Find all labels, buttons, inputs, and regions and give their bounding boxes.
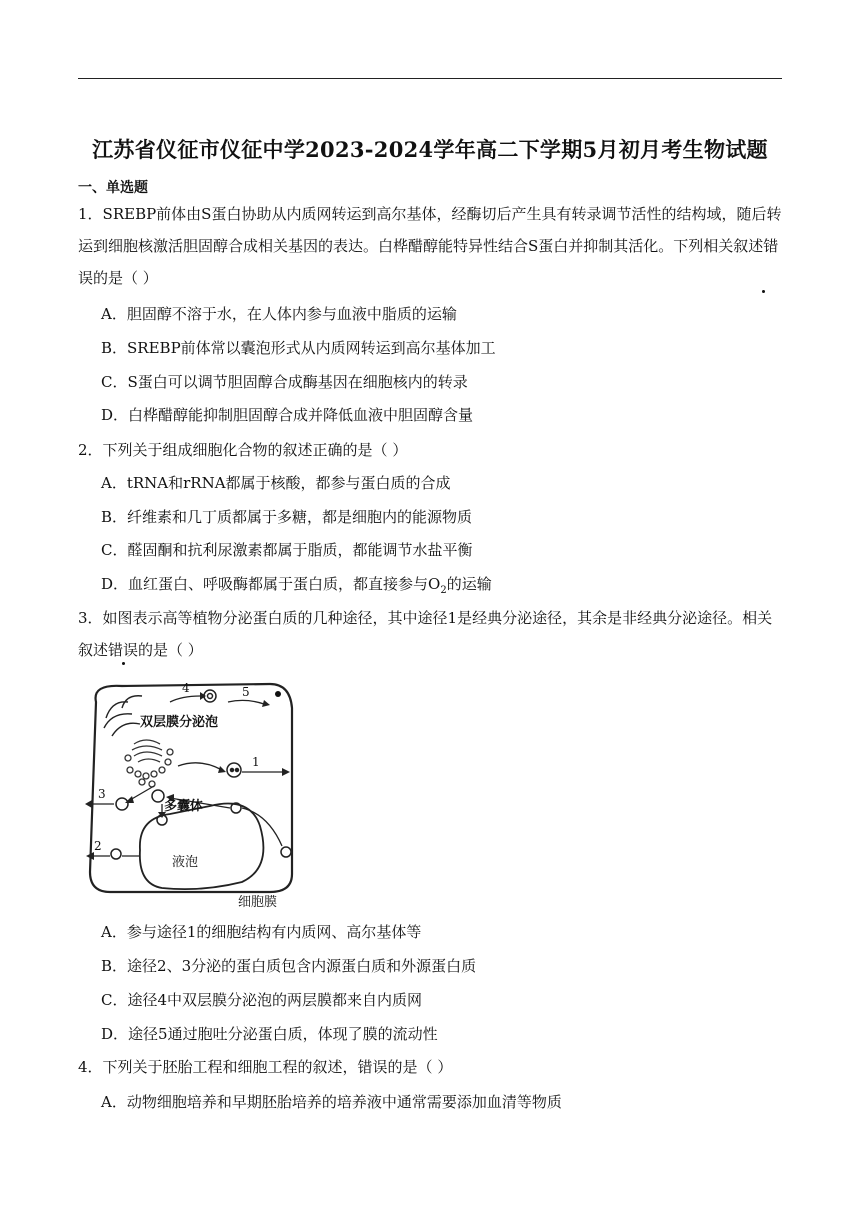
emphasis-mark: 错误: [108, 641, 139, 659]
question-3-option-b: B．途径2、3分泌的蛋白质包含内源蛋白质和外源蛋白质: [101, 957, 477, 975]
er-shape: [104, 696, 142, 736]
question-2-option-d: D．血红蛋白、呼吸酶都属于蛋白质，都直接参与$O_2$的运输: [101, 575, 492, 596]
question-1-option-a: A．胆固醇不溶于水，在人体内参与血液中脂质的运输: [101, 305, 457, 323]
label-path-1: 1: [252, 755, 260, 769]
golgi-shape: [125, 740, 173, 787]
label-double-membrane: 双层膜分泌泡: [140, 715, 219, 730]
question-4-stem: 4．下列关于胚胎工程和细胞工程的叙述，错误的是（ ）: [78, 1058, 453, 1076]
label-path-4: 4: [182, 681, 190, 695]
section-heading: 一、单选题: [78, 180, 148, 196]
page-title: 江苏省仪征市仪征中学2023-2024学年高二下学期5月初月考生物试题: [92, 137, 768, 162]
question-1-option-c: C．S蛋白可以调节胆固醇合成酶基因在细胞核内的转录: [101, 373, 468, 391]
plant-cell-secretion-figure: [82, 678, 302, 910]
label-cell-membrane: 细胞膜: [238, 895, 278, 910]
question-3-stem: 3．如图表示高等植物分泌蛋白质的几种途径，其中途径1是经典分泌途径，其余是非经典分泌途径。相关叙述错误的是（ ）: [78, 609, 773, 659]
label-vacuole: 液泡: [172, 855, 199, 870]
question-2-option-a: A．tRNA和rRNA都属于核酸，都参与蛋白质的合成: [101, 474, 451, 492]
question-1-option-b: B．SREBP前体常以囊泡形式从内质网转运到高尔基体加工: [101, 339, 496, 357]
emphasis-mark: 错误: [78, 237, 779, 287]
question-2-option-b: B．纤维素和几丁质都属于多糖，都是细胞内的能源物质: [101, 508, 473, 526]
question-2-stem: 2．下列关于组成细胞化合物的叙述正确的是（ ）: [78, 441, 408, 459]
label-path-3: 3: [98, 787, 106, 801]
question-2-option-c: C．醛固酮和抗利尿激素都属于脂质，都能调节水盐平衡: [101, 541, 473, 559]
question-1-option-d: D．白桦醋醇能抑制胆固醇合成并降低血液中胆固醇含量: [101, 406, 474, 424]
question-3-option-c: C．途径4中双层膜分泌泡的两层膜都来自内质网: [101, 991, 423, 1009]
secreted-protein-dot: [275, 691, 281, 697]
label-path-2: 2: [94, 839, 102, 853]
question-3-option-a: A．参与途径1的细胞结构有内质网、高尔基体等: [101, 923, 422, 941]
question-3-option-d: D．途径5通过胞吐分泌蛋白质，体现了膜的流动性: [101, 1025, 438, 1043]
label-path-5: 5: [242, 685, 250, 699]
header-rule: [78, 78, 782, 79]
question-4-option-a: A．动物细胞培养和早期胚胎培养的培养液中通常需要添加血清等物质: [101, 1093, 562, 1111]
label-mvb: 多囊体: [164, 799, 204, 814]
question-1-stem: 1．SREBP前体由S蛋白协助从内质网转运到高尔基体，经酶切后产生具有转录调节活性的结构域，随后转运到细胞核激活胆固醇合成相关基因的表达。白桦醋醇能特异性结合S蛋白并抑制其活化。下列相关叙述错误的是（ ）: [78, 205, 782, 287]
